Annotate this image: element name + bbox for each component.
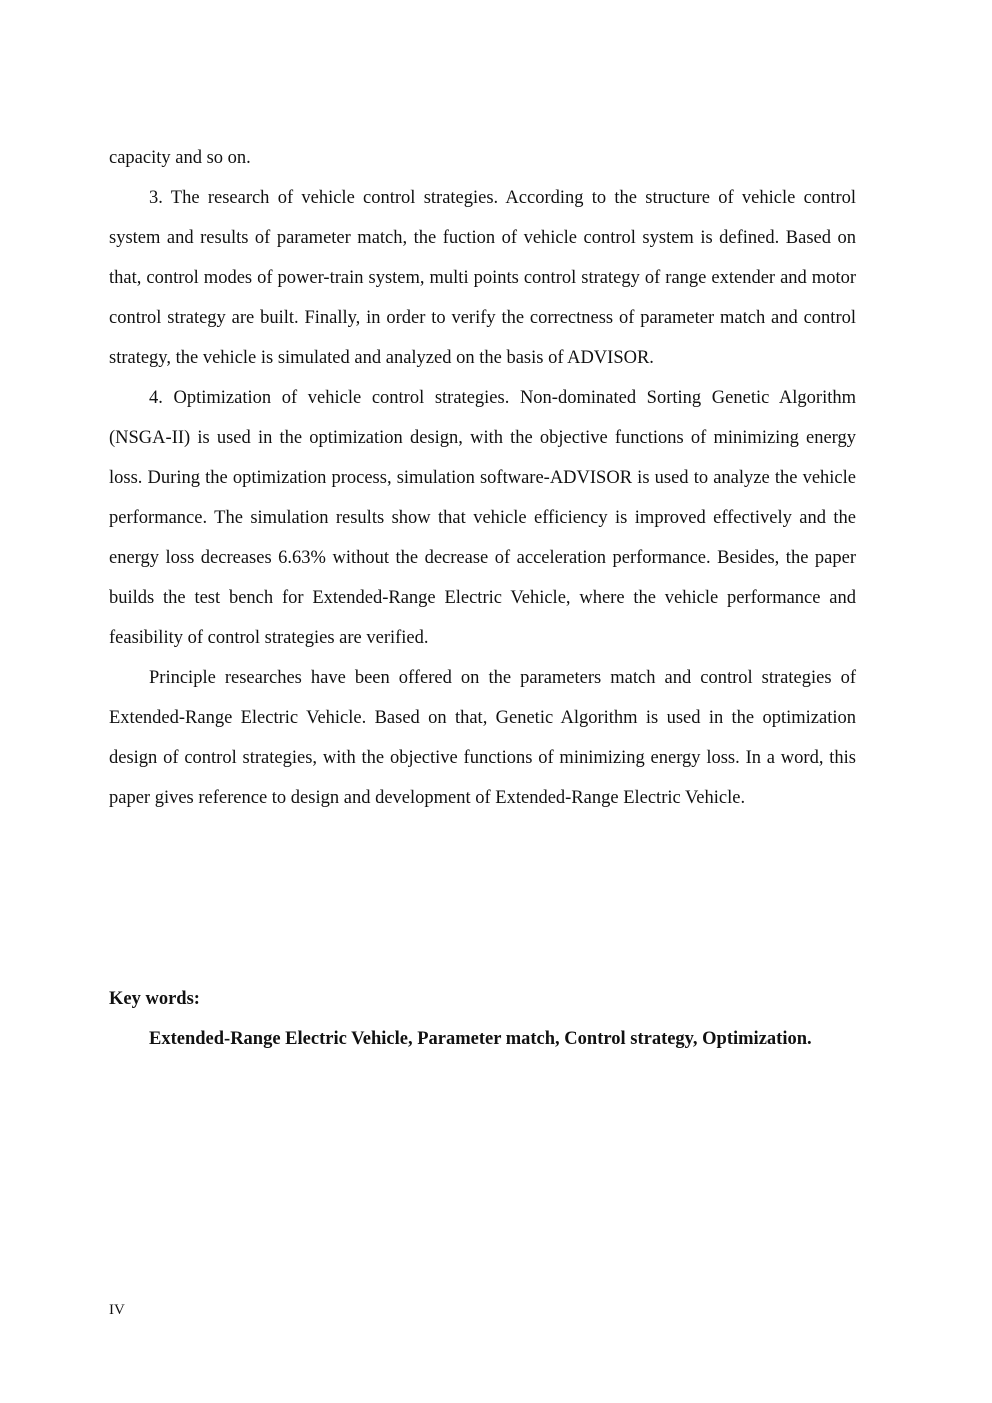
- abstract-body: [109, 138, 856, 818]
- paragraph-summary: Principle researches have been offered on the parameters match and control strategies of Extended-Range Electric Vehicle. Based on that, Genetic Algorithm is used in the optimization design of control strategies, with the objective functions of minimizing energy loss. In a word, this paper gives reference to design and development of Extended-Range Electric Vehicle.: [109, 668, 856, 808]
- page-number: IV: [109, 1302, 125, 1318]
- paragraph-item-4: 4. Optimization of vehicle control strategies. Non-dominated Sorting Genetic Algorithm (NSGA-II) is used in the optimization design, with the objective functions of minimizing energy loss. During the optimization process, simulation software-ADVISOR is used to analyze the vehicle performance. The simulation results show that vehicle efficiency is improved effectively and the energy loss decreases 6.63% without the decrease of acceleration performance. Besides, the paper builds the test bench for Extended-Range Electric Vehicle, where the vehicle performance and feasibility of control strategies are verified.: [109, 388, 856, 648]
- paragraph-item-3: 3. The research of vehicle control strategies. According to the structure of vehicle control system and results of parameter match, the fuction of vehicle control system is defined. Based on that, control modes of power-train system, multi points control strategy of range extender and motor control strategy are built. Finally, in order to verify the correctness of parameter match and control strategy, the vehicle is simulated and analyzed on the basis of ADVISOR.: [109, 188, 856, 368]
- keywords-text: Extended-Range Electric Vehicle, Parameter match, Control strategy, Optimization.: [149, 1029, 812, 1049]
- paragraph-continuation: capacity and so on.: [109, 148, 251, 168]
- keywords-heading: Key words:: [109, 989, 200, 1009]
